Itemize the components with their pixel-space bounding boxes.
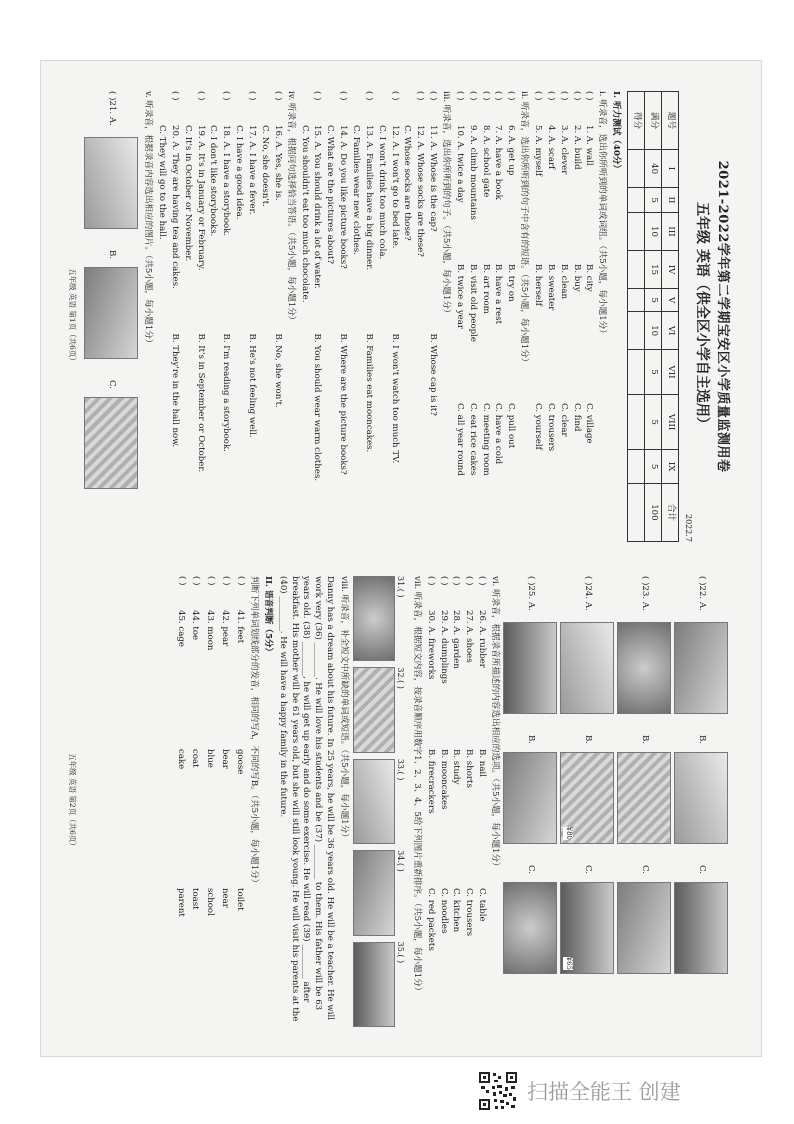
option-b: B. firecrackers <box>425 748 436 813</box>
option-c: C. meeting room <box>480 402 491 476</box>
option-b: B. Whose cap is it? <box>428 333 439 416</box>
question-44[interactable] <box>188 576 202 1027</box>
answer-paren[interactable]: ( ) <box>464 575 475 585</box>
option-c: C. eat rice cakes <box>467 402 478 475</box>
score-input-cell[interactable] <box>628 483 645 541</box>
option-b: B. study <box>451 748 462 785</box>
section-ii-instruction: ii. 听录音，选出你所听到的句子中含有的短语。（共5小题，每小题1分） <box>519 90 530 366</box>
option-c: C. trousers <box>464 887 475 936</box>
section-iv-list <box>155 91 283 542</box>
option-c: C. Whose socks are those? <box>402 124 413 241</box>
option-c: C. yourself <box>532 402 543 450</box>
option-b: B. It's in September or October. <box>195 333 206 472</box>
option-b-label: B. <box>525 734 536 744</box>
scanned-exam-sheet <box>40 60 762 1057</box>
order-number[interactable]: 32.( ) <box>395 666 405 689</box>
option-c: C. village <box>584 402 595 444</box>
option-a: 6. A. get up <box>506 124 517 175</box>
option-a: 1. A. wall <box>584 124 595 166</box>
question-27[interactable] <box>462 576 474 1027</box>
price-tag-c: ¥65 <box>564 956 573 970</box>
answer-paren[interactable]: ( ) <box>451 575 462 585</box>
question-13[interactable] <box>362 91 374 542</box>
option-b: B. They're in the hall now. <box>169 333 180 447</box>
picture-option-b[interactable] <box>84 267 138 359</box>
option-c: C. noodles <box>438 887 449 933</box>
section-i-instruction: i. 听录音，选出你所听到的单词或词组。（共5小题，每小题1分） <box>597 90 608 338</box>
section-i-list <box>531 91 594 542</box>
picture-option-c[interactable] <box>84 397 138 489</box>
option-b: B. No, she won't. <box>272 333 283 408</box>
picture-option-c[interactable] <box>503 882 557 974</box>
answer-paren[interactable]: ( ) <box>191 575 202 585</box>
page-footer-left: 五年级 英语 第1页（共6页） <box>68 267 78 365</box>
score-cell: III <box>661 212 678 250</box>
option-c: C. all year round <box>454 402 465 476</box>
option-a: 12. A. Whose socks are these? <box>415 124 426 257</box>
section-viii-instruction: viii. 听录音，补全短文中所缺的单词或短语。（共5小题，每小题1分） <box>338 575 349 842</box>
question-22-label[interactable]: ( )22. A. <box>696 575 707 611</box>
option-c: C. I have a good idea. <box>234 124 245 219</box>
exam-title: 2021-2022学年第二学期宝安区小学质量监测用卷 <box>715 160 730 472</box>
exam-subtitle: 五年级 英语（供全区小学自主选用） <box>694 201 711 431</box>
option-b: B. have a rest <box>493 263 504 324</box>
question-11[interactable] <box>426 91 438 542</box>
score-cell: 5 <box>645 349 662 394</box>
section-iv-instruction: iv. 听录音，根据问句选择恰当答语。（共5小题，每小题1分） <box>285 90 296 325</box>
picture-option-b[interactable] <box>503 752 557 844</box>
picture-option-a[interactable] <box>674 622 728 714</box>
score-cell: 10 <box>645 212 662 250</box>
question-20[interactable] <box>168 91 180 542</box>
question-42[interactable] <box>217 576 231 1027</box>
question-12b[interactable] <box>388 91 400 542</box>
question-30[interactable] <box>424 576 436 1027</box>
word: school <box>205 887 216 916</box>
order-picture <box>353 758 395 843</box>
exam-page-1 <box>61 79 741 554</box>
option-c: C. have a cold <box>493 402 504 464</box>
option-b: B. clean <box>558 263 569 299</box>
option-c-label: C. <box>582 864 593 874</box>
answer-paren[interactable]: ( ) <box>247 90 258 100</box>
exam-date: 2022.7 <box>683 513 693 542</box>
score-table <box>627 91 679 542</box>
answer-paren[interactable]: ( ) <box>428 90 439 100</box>
picture-option-a[interactable] <box>84 137 138 229</box>
question-3[interactable] <box>557 91 569 542</box>
option-a: 26. A. rubber <box>477 609 488 668</box>
answer-paren[interactable]: ( ) <box>206 575 217 585</box>
picture-option-b[interactable] <box>674 752 728 844</box>
score-input-cell[interactable] <box>628 394 645 449</box>
option-b: B. shorts <box>464 748 475 788</box>
option-a: 27. A. shoes <box>464 609 475 663</box>
score-cell: 5 <box>645 394 662 449</box>
option-c: C. What are the pictures about? <box>325 124 336 264</box>
score-input-cell[interactable] <box>628 288 645 311</box>
rotated-exam-spread <box>61 79 741 1039</box>
question-25-label[interactable]: ( )25. A. <box>525 575 536 611</box>
question-24[interactable] <box>560 576 614 1027</box>
question-21[interactable] <box>84 91 138 542</box>
exam-page-2 <box>61 564 741 1039</box>
picture-option-a[interactable] <box>503 622 557 714</box>
option-c-label: C. <box>696 864 707 874</box>
answer-paren[interactable]: ( ) <box>493 90 504 100</box>
question-2[interactable] <box>570 91 582 542</box>
score-cell: V <box>661 288 678 311</box>
answer-paren[interactable]: ( ) <box>425 575 436 585</box>
score-input-cell[interactable] <box>628 349 645 394</box>
option-b: B. sweater <box>545 263 556 310</box>
option-c-label: C. <box>107 379 118 389</box>
question-5[interactable] <box>531 91 543 542</box>
cloze-passage[interactable]: Danny has a dream about his future. In 25 years, he will be 36 years old. He will be a teacher. He will work very (36) ________. He will love his students and be (37) ________ to them. His father will be 63 years old. (38) ________, he will get up early and do some exercise. He will read (39) ________ after breakfast. His mother will be 61 years old, but she will still look young. He will visit his parents at the (40) ________. He will have a happy family in the future. <box>277 575 336 1021</box>
option-a: 19. A. It's in January or February. <box>195 124 206 270</box>
part1-heading: I. 听力测试（40分） <box>611 90 622 173</box>
score-cell: 40 <box>645 149 662 187</box>
question-24-label[interactable]: ( )24. A. <box>582 575 593 611</box>
question-41[interactable] <box>232 576 246 1027</box>
option-a: 7. A. have a book <box>493 124 504 200</box>
option-a: 10. A. twice a day <box>454 124 465 203</box>
answer-paren[interactable]: ( ) <box>312 90 323 100</box>
scanner-watermark: 扫描全能王 创建 <box>527 1080 681 1104</box>
option-c: C. No, she doesn't. <box>259 124 270 207</box>
page-footer-right: 五年级 英语 第2页（共6页） <box>68 752 78 850</box>
option-a: 12. A. I won't go to bed late. <box>389 124 400 249</box>
question-18[interactable] <box>220 91 232 542</box>
score-cell: 得分 <box>628 91 645 149</box>
option-b: B. You should wear warm clothes. <box>312 333 323 481</box>
question-4[interactable] <box>544 91 556 542</box>
option-b: B. Where are the picture books? <box>338 333 349 475</box>
order-item-34[interactable] <box>353 850 406 935</box>
question-9[interactable] <box>466 91 478 542</box>
option-c: C. trousers <box>545 402 556 451</box>
option-c: C. I don't like storybooks. <box>208 124 219 236</box>
question-12a[interactable] <box>413 91 425 542</box>
answer-paren[interactable]: ( ) <box>480 90 491 100</box>
option-a: 8. A. school gate <box>480 124 491 197</box>
word: blue <box>205 748 216 768</box>
score-cell: 5 <box>645 449 662 483</box>
option-c: C. clear <box>558 402 569 437</box>
option-c: C. red packets <box>425 887 436 951</box>
option-b: B. mooncakes <box>438 748 449 809</box>
option-c: C. It's in October or November. <box>182 124 193 261</box>
picture-option-c[interactable] <box>674 882 728 974</box>
option-b: B. city <box>584 263 595 292</box>
question-45[interactable] <box>173 576 187 1027</box>
question-10[interactable] <box>453 91 465 542</box>
answer-paren[interactable]: ( ) <box>221 575 232 585</box>
question-23-label[interactable]: ( )23. A. <box>639 575 650 611</box>
word: 45. cage <box>175 609 186 647</box>
score-cell: II <box>661 187 678 212</box>
ordering-pictures <box>353 576 406 1027</box>
answer-paren[interactable]: ( ) <box>415 90 426 100</box>
question-22[interactable] <box>674 576 728 1027</box>
answer-paren[interactable]: ( ) <box>221 90 232 100</box>
option-b: B. art room <box>480 263 491 314</box>
answer-paren[interactable]: ( ) <box>272 90 283 100</box>
word: 41. feet <box>235 609 246 643</box>
option-a: 5. A. myself <box>532 124 543 176</box>
answer-paren[interactable]: ( ) <box>176 575 187 585</box>
answer-paren[interactable]: ( ) <box>584 90 595 100</box>
order-number[interactable]: 33.( ) <box>395 758 405 780</box>
score-cell: IX <box>661 449 678 483</box>
option-b: B. herself <box>532 263 543 306</box>
word: toast <box>190 887 201 910</box>
option-b-label: B. <box>639 734 650 744</box>
order-number[interactable]: 34.( ) <box>395 849 405 872</box>
question-21-label[interactable]: ( )21. A. <box>107 90 118 126</box>
phonics-list <box>173 576 246 1027</box>
answer-paren[interactable]: ( ) <box>558 90 569 100</box>
option-c: C. find <box>571 402 582 432</box>
question-43[interactable] <box>203 576 217 1027</box>
section-vii-instruction: vii. 听录音，根据短文内容，按录音顺序用数字1、2、3、4、5给下列图片重新排序。（共5小题，每小题1分） <box>411 575 422 995</box>
question-16[interactable] <box>271 91 283 542</box>
score-cell: I <box>661 149 678 187</box>
option-c-label: C. <box>525 864 536 874</box>
score-row-full <box>645 91 662 541</box>
option-a: 4. A. scarf <box>545 124 556 169</box>
option-c: C. I won't drink too much cola. <box>376 124 387 259</box>
option-a: 9. A. climb mountains <box>467 124 478 220</box>
order-number[interactable]: 31.( ) <box>395 575 405 598</box>
picture-option-b[interactable] <box>617 752 671 844</box>
order-number[interactable]: 35.( ) <box>395 941 405 963</box>
answer-paren[interactable]: ( ) <box>477 575 488 585</box>
score-input-cell[interactable] <box>628 212 645 250</box>
question-19[interactable] <box>194 91 206 542</box>
option-a: 30. A. fireworks <box>425 609 436 679</box>
word: toilet <box>235 887 246 911</box>
option-b: B. buy <box>571 263 582 292</box>
option-c: C. They will go to the hall. <box>157 124 168 239</box>
order-item-33[interactable] <box>353 758 406 843</box>
order-item-32[interactable] <box>353 667 406 752</box>
word: parent <box>175 887 186 917</box>
answer-paren[interactable]: ( ) <box>438 575 449 585</box>
word: coat <box>190 748 201 768</box>
score-cell: 100 <box>645 483 662 541</box>
score-cell: 15 <box>645 250 662 288</box>
picture-option-b[interactable] <box>560 752 614 844</box>
option-a: 17. A. I have a fever. <box>247 124 258 214</box>
price-tag-b: ¥80 <box>564 826 573 840</box>
answer-paren[interactable]: ( ) <box>236 575 247 585</box>
picture-option-c[interactable] <box>560 882 614 974</box>
score-input-cell[interactable] <box>628 149 645 187</box>
score-cell: 题号 <box>661 91 678 149</box>
answer-paren[interactable]: ( ) <box>467 90 478 100</box>
answer-paren[interactable]: ( ) <box>169 90 180 100</box>
answer-paren[interactable]: ( ) <box>506 90 517 100</box>
option-c: C. Families wear new clothes. <box>350 124 361 255</box>
option-b: B. Families eat mooncakes. <box>363 333 374 452</box>
question-15[interactable] <box>311 91 323 542</box>
question-23[interactable] <box>617 576 671 1027</box>
option-a: 20. A. They are having tea and cakes. <box>169 124 180 289</box>
question-28[interactable] <box>450 576 462 1027</box>
option-a: 14. A. Do you like picture books? <box>338 124 349 269</box>
section-iii-instruction: iii. 听录音，选出你所听到的句子。（共5小题，每小题1分） <box>440 90 451 318</box>
option-c: C. table <box>477 887 488 922</box>
word: near <box>220 887 231 908</box>
option-c: C. You shouldn't eat too much chocolate. <box>299 124 310 302</box>
picture-option-a[interactable] <box>560 622 614 714</box>
order-picture <box>353 667 395 752</box>
word: bear <box>220 748 231 769</box>
score-cell: 合计 <box>661 483 678 541</box>
score-cell: IV <box>661 250 678 288</box>
score-input-cell[interactable] <box>628 250 645 288</box>
word: 43. moon <box>205 609 216 650</box>
option-c-label: C. <box>639 864 650 874</box>
option-b: B. He's not feeling well. <box>247 333 258 438</box>
question-7[interactable] <box>492 91 504 542</box>
score-cell: VI <box>661 311 678 349</box>
option-a: 3. A. clever <box>558 124 569 174</box>
score-input-cell[interactable] <box>628 449 645 483</box>
section-iii-list <box>298 91 438 542</box>
section-phonics-instruction: 判断下列单词划线部分的发音，相同的写A，不同的写B。（共5小题，每小题1分） <box>248 575 259 887</box>
option-b: B. visit old people <box>467 263 478 342</box>
score-cell: VIII <box>661 394 678 449</box>
question-8[interactable] <box>479 91 491 542</box>
order-picture <box>353 941 395 1026</box>
option-a: 16. A. Yes, she is. <box>272 124 283 201</box>
question-26[interactable] <box>475 576 487 1027</box>
score-cell: 5 <box>645 187 662 212</box>
part2-heading: II. 语音判断（5分） <box>262 575 273 656</box>
option-a: 15. A. You should drink a lot of water. <box>312 124 323 289</box>
order-item-35[interactable] <box>353 941 406 1026</box>
option-a: 29. A. dumplings <box>438 609 449 684</box>
question-25[interactable] <box>503 576 557 1027</box>
option-c: C. kitchen <box>451 887 462 932</box>
word: cake <box>175 748 186 769</box>
option-b: B. twice a year <box>454 263 465 329</box>
question-29[interactable] <box>437 576 449 1027</box>
section-vi-instruction: vi. 听录音，根据录音所描述的内容选出相应的选项。（共5小题，每小题1分） <box>490 575 500 871</box>
option-a: 28. A. garden <box>451 609 462 669</box>
score-row-header <box>661 91 678 541</box>
picture-option-c[interactable] <box>617 882 671 974</box>
score-cell: VII <box>661 349 678 394</box>
option-b <box>413 333 425 542</box>
answer-paren[interactable]: ( ) <box>571 90 582 100</box>
answer-paren[interactable]: ( ) <box>338 90 349 100</box>
option-b: B. I won't watch too much TV. <box>389 333 400 463</box>
option-b-label: B. <box>696 734 707 744</box>
option-b-label: B. <box>107 249 118 259</box>
section-v-instruction: v. 听录音，根据录音内容选出相应的图片。（共5小题，每小题1分） <box>143 90 154 348</box>
answer-paren[interactable]: ( ) <box>195 90 206 100</box>
option-a: 11. A. Whose is the cap? <box>428 124 439 232</box>
option-c: C. pull out <box>506 402 517 448</box>
word: goose <box>235 748 246 774</box>
option-a: 2. A. build <box>571 124 582 170</box>
question-14[interactable] <box>336 91 348 542</box>
section-ii-list <box>453 91 516 542</box>
score-cell: 满分 <box>645 91 662 149</box>
word: 42. pear <box>220 609 231 646</box>
option-b: B. try on <box>506 263 517 302</box>
section-vi-list <box>424 576 487 1027</box>
word: 44. toe <box>190 609 201 640</box>
question-17[interactable] <box>245 91 257 542</box>
option-b: B. nail <box>477 748 488 777</box>
answer-paren[interactable]: ( ) <box>363 90 374 100</box>
score-cell: 5 <box>645 288 662 311</box>
option-a: 18. A. I have a storybook. <box>221 124 232 236</box>
answer-paren[interactable]: ( ) <box>454 90 465 100</box>
option-b: B. I'm reading a storybook. <box>221 333 232 452</box>
score-input-cell[interactable] <box>628 311 645 349</box>
qr-code-icon <box>478 1071 518 1111</box>
option-a: 13. A. Families have a big dinner. <box>363 124 374 270</box>
order-picture <box>353 576 395 661</box>
order-picture <box>353 850 395 935</box>
question-6[interactable] <box>504 91 516 542</box>
answer-paren[interactable]: ( ) <box>532 90 543 100</box>
question-1[interactable] <box>583 91 595 542</box>
answer-paren[interactable]: ( ) <box>545 90 556 100</box>
option-b-label: B. <box>582 734 593 744</box>
order-item-31[interactable] <box>353 576 406 661</box>
score-row-earned <box>628 91 645 541</box>
answer-paren[interactable]: ( ) <box>389 90 400 100</box>
score-cell: 10 <box>645 311 662 349</box>
picture-option-a[interactable] <box>617 622 671 714</box>
score-input-cell[interactable] <box>628 187 645 212</box>
